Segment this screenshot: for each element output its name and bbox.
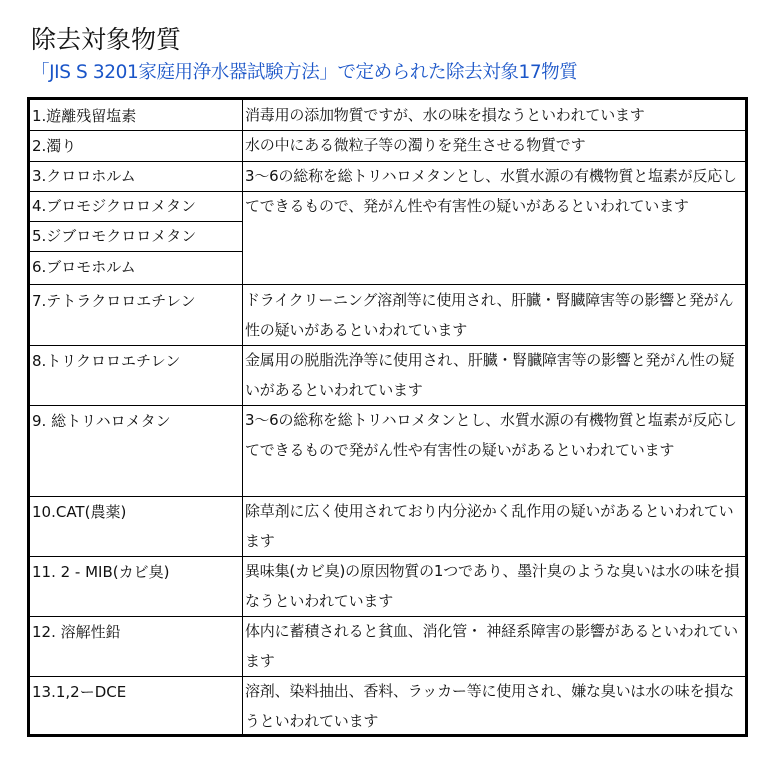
substance-name: 5.ジブロモクロロメタン: [32, 227, 197, 245]
substance-name: 9. 総トリハロメタン: [32, 412, 171, 430]
row-divider: [30, 284, 745, 285]
substance-name: 1.遊離残留塩素: [32, 107, 137, 125]
substance-name: 8.トリクロロエチレン: [32, 352, 181, 370]
substance-description: 水の中にある微粒子等の濁りを発生させる物質です: [245, 136, 586, 154]
substance-name: 10.CAT(農薬): [32, 503, 127, 521]
substance-name: 3.クロロホルム: [32, 167, 136, 185]
page-subtitle: 「JIS S 3201家庭用浄水器試験方法」で定められた除去対象17物質: [31, 62, 578, 83]
substance-name: 4.ブロモジクロロメタン: [32, 197, 197, 215]
substance-description: 金属用の脱脂洗浄等に使用され、肝臓・腎臓障害等の影響と発がん性の疑いがあるといわれています: [245, 351, 735, 399]
substance-name: 6.ブロモホルム: [32, 258, 136, 276]
substance-description: ドライクリーニング溶剤等に使用され、肝臓・腎臓障害等の影響と発がん性の疑いがあるといわれています: [245, 291, 734, 339]
substance-description: 除草剤に広く使用されており内分泌かく乱作用の疑いがあるといわれています: [245, 502, 734, 550]
substance-description: 消毒用の添加物質ですが、水の味を損なうといわれています: [245, 106, 645, 124]
page-title: 除去対象物質: [31, 25, 182, 54]
substance-description-merged: 3〜6の総称を総トリハロメタンとし、水質水源の有機物質と塩素が反応してできるもので、発がん性や有害性の疑いがあるといわれています: [245, 167, 737, 215]
substance-name: 2.濁り: [32, 137, 77, 155]
substance-table: [27, 97, 748, 737]
substance-description: 3〜6の総称を総トリハロメタンとし、水質水源の有機物質と塩素が反応してできるもので発がん性や有害性の疑いがあるといわれています: [245, 411, 737, 459]
substance-description: 溶剤、染料抽出、香料、ラッカー等に使用され、嫌な臭いは水の味を損なうといわれています: [245, 682, 735, 730]
column-divider: [242, 100, 243, 734]
substance-name: 13.1,2ーDCE: [32, 683, 127, 701]
substance-name: 7.テトラクロロエチレン: [32, 292, 196, 310]
substance-description: 異味集(カビ臭)の原因物質の1つであり、墨汁臭のような臭いは水の味を損なうといわれています: [245, 562, 740, 610]
substance-name: 11. 2 - MIB(カビ臭): [32, 563, 170, 581]
substance-description: 体内に蓄積されると貧血、消化管・ 神経系障害の影響があるといわれています: [245, 622, 738, 670]
substance-name: 12. 溶解性鉛: [32, 623, 121, 641]
